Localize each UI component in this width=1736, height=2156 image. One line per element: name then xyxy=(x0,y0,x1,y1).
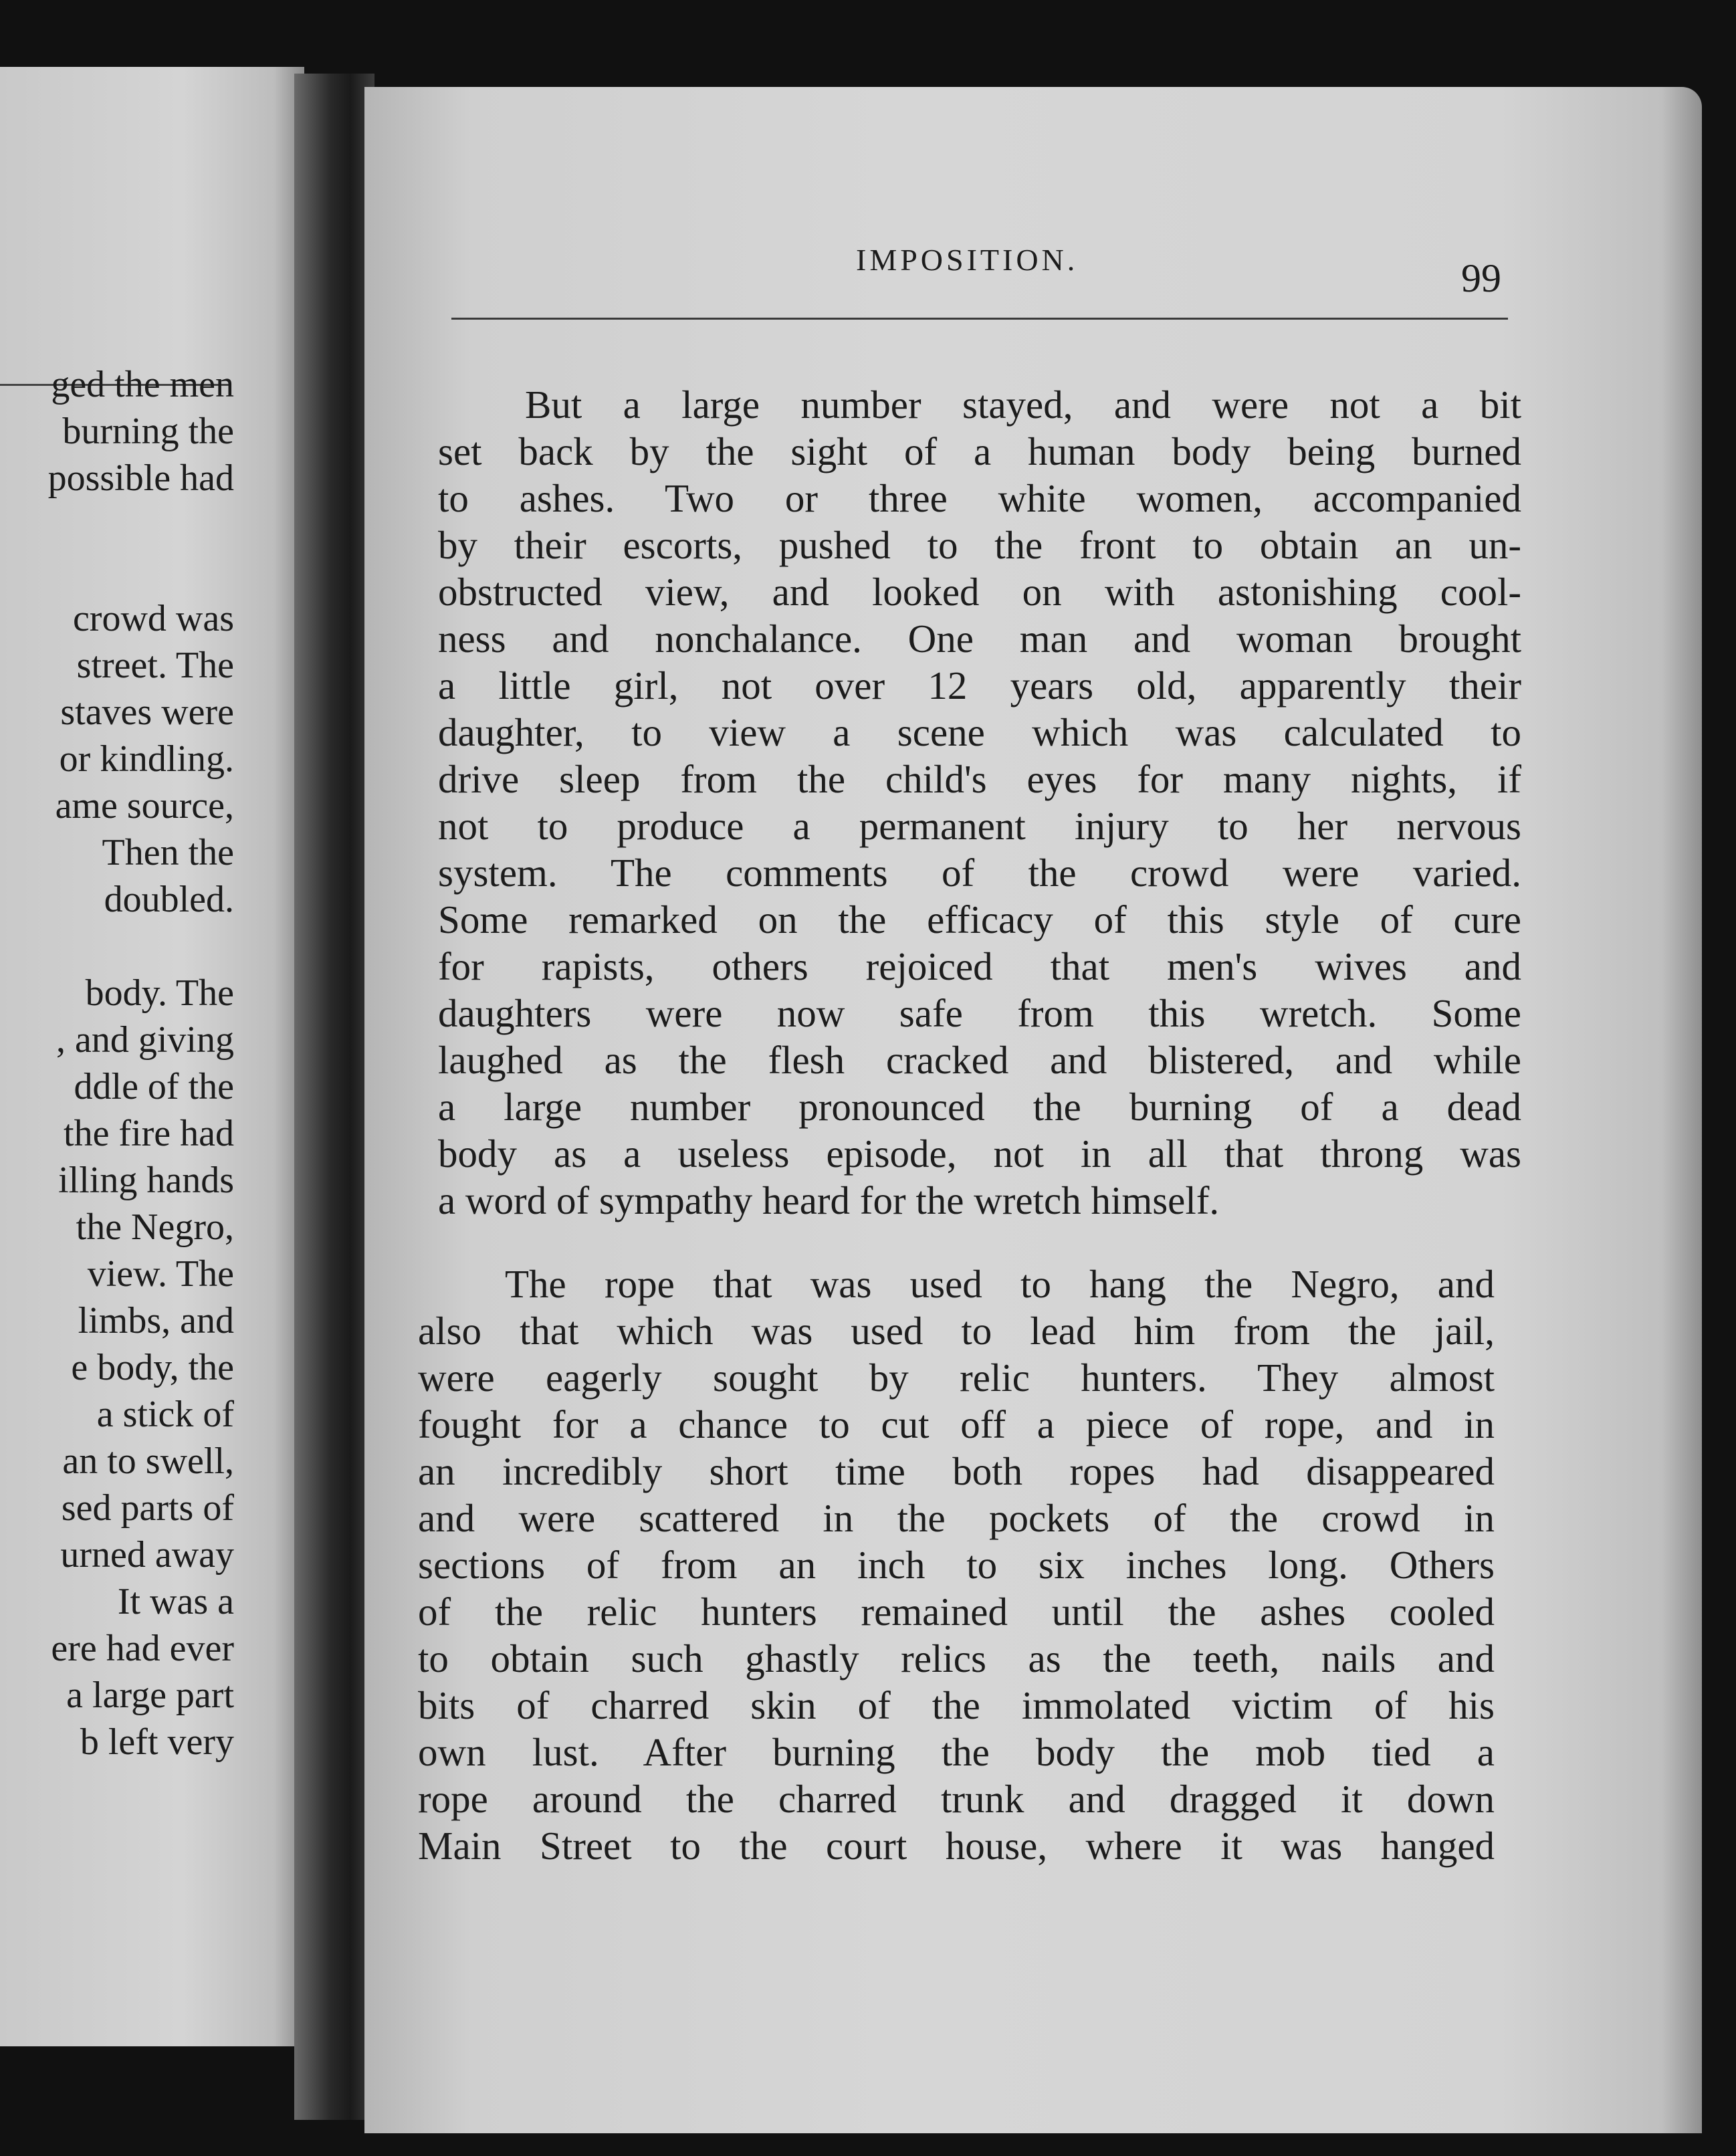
left-page-line: or kindling. xyxy=(59,738,234,780)
left-page-line: illing hands xyxy=(58,1160,234,1201)
text-line: a large number pronounced the burning of a dead xyxy=(438,1085,1521,1129)
left-page-line: ame source, xyxy=(55,785,234,827)
text-line: laughed as the flesh cracked and blistered, and while xyxy=(438,1038,1521,1082)
left-page-line: an to swell, xyxy=(62,1440,234,1482)
left-page-line: a stick of xyxy=(96,1394,234,1435)
left-page-line: burning the xyxy=(62,411,234,452)
paragraph-2 xyxy=(418,1261,1495,1869)
left-page-line xyxy=(0,923,234,970)
text-line: system. The comments of the crowd were varied. xyxy=(438,851,1521,895)
left-page-line: ged the men xyxy=(51,364,234,405)
left-page-line: sed parts of xyxy=(61,1487,234,1529)
text-line: set back by the sight of a human body being burned xyxy=(438,429,1521,473)
text-line: drive sleep from the child's eyes for many nights, if xyxy=(438,757,1521,801)
left-page-line: ere had ever xyxy=(51,1628,234,1669)
text-line: for rapists, others rejoiced that men's wives and xyxy=(438,944,1521,988)
left-page-line xyxy=(0,502,234,548)
text-line: by their escorts, pushed to the front to obtain an un- xyxy=(438,523,1521,567)
left-page-line: the Negro, xyxy=(76,1206,234,1248)
text-line: not to produce a permanent injury to her nervous xyxy=(438,804,1521,848)
left-page-line xyxy=(0,548,234,595)
left-page-line: It was a xyxy=(117,1581,234,1622)
text-line: ness and nonchalance. One man and woman brought xyxy=(438,617,1521,661)
text-line: sections of from an inch to six inches long. Others xyxy=(418,1543,1495,1587)
left-page-line: possible had xyxy=(47,457,234,499)
left-page-line: , and giving xyxy=(56,1019,234,1061)
text-line: a little girl, not over 12 years old, apparently their xyxy=(438,663,1521,708)
text-line: also that which was used to lead him from the jail, xyxy=(418,1309,1495,1353)
left-page-line: b left very xyxy=(80,1721,234,1763)
left-facing-page xyxy=(0,67,304,2046)
left-page-line: crowd was xyxy=(72,598,234,639)
running-head: IMPOSITION. xyxy=(856,243,1079,277)
left-page-line: e body, the xyxy=(71,1347,234,1388)
right-main-page xyxy=(364,87,1702,2133)
left-page-line: ddle of the xyxy=(74,1066,234,1107)
left-page-line: street. The xyxy=(76,645,234,686)
left-page-line: view. The xyxy=(87,1253,234,1295)
text-line: body as a useless episode, not in all that throng was xyxy=(438,1131,1521,1176)
text-line: Some remarked on the efficacy of this style of cure xyxy=(438,897,1521,942)
text-line: obstructed view, and looked on with astonishing cool- xyxy=(438,570,1521,614)
left-page-line: doubled. xyxy=(104,879,234,920)
paragraph-1 xyxy=(438,381,1521,1224)
text-line: of the relic hunters remained until the ashes cooled xyxy=(418,1590,1495,1634)
text-line: were eagerly sought by relic hunters. They almost xyxy=(418,1356,1495,1400)
text-line: daughter, to view a scene which was calculated to xyxy=(438,710,1521,754)
text-line: But a large number stayed, and were not a bit xyxy=(525,383,1521,427)
text-line: to obtain such ghastly relics as the teeth, nails and xyxy=(418,1636,1495,1681)
left-page-line: the fire had xyxy=(64,1113,234,1154)
text-line: Main Street to the court house, where it was hanged xyxy=(418,1824,1495,1868)
left-page-line: staves were xyxy=(60,691,234,733)
left-page-text xyxy=(0,361,234,1765)
text-line: and were scattered in the pockets of the crowd in xyxy=(418,1496,1495,1540)
header-rule xyxy=(451,318,1508,320)
page-number: 99 xyxy=(1461,256,1501,300)
book-gutter-shadow xyxy=(294,74,374,2120)
left-page-line: a large part xyxy=(66,1675,234,1716)
text-line: rope around the charred trunk and dragged it down xyxy=(418,1777,1495,1821)
text-line: own lust. After burning the body the mob tied a xyxy=(418,1730,1495,1774)
left-page-line: limbs, and xyxy=(78,1300,234,1341)
text-line: bits of charred skin of the immolated victim of his xyxy=(418,1683,1495,1727)
text-line: to ashes. Two or three white women, accompanied xyxy=(438,476,1521,520)
text-line: an incredibly short time both ropes had disappeared xyxy=(418,1449,1495,1493)
text-line: daughters were now safe from this wretch. Some xyxy=(438,991,1521,1035)
left-page-line: Then the xyxy=(102,832,234,873)
left-page-line: body. The xyxy=(85,972,234,1014)
text-line: The rope that was used to hang the Negro, and xyxy=(505,1262,1495,1306)
text-line: fought for a chance to cut off a piece of rope, and in xyxy=(418,1402,1495,1446)
left-page-line: urned away xyxy=(60,1534,234,1576)
text-line: a word of sympathy heard for the wretch himself. xyxy=(438,1178,1220,1222)
